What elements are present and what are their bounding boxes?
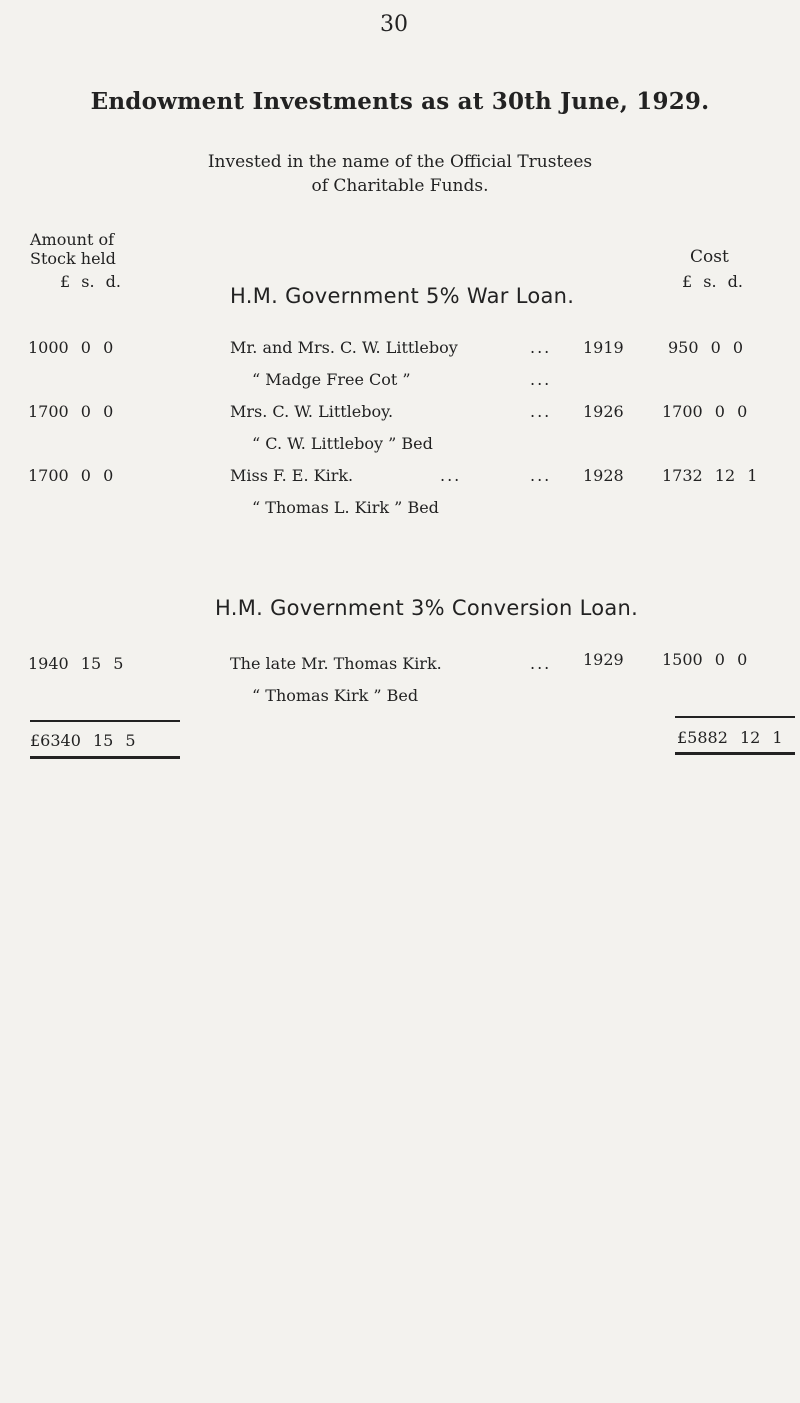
bed-name: “ C. W. Littleboy ” Bed [252,434,433,453]
leader-dots: ... [530,654,552,673]
total-rule-bottom-left [30,756,180,759]
subtitle-line-2: of Charitable Funds. [311,176,489,196]
cost-currency-header: £ s. d. [682,272,743,291]
year: 1929 [583,650,624,669]
investor-name: Mrs. C. W. Littleboy. [230,402,394,421]
leader-dots: ... [440,466,462,485]
leader-dots: ... [530,370,552,389]
bed-name: “ Thomas Kirk ” Bed [252,686,419,705]
stock-amount: 1700 0 0 [28,466,114,485]
page-number: 30 [380,12,408,37]
section-heading-war-loan: H.M. Government 5% War Loan. [230,284,575,308]
total-rule-top-left [30,720,180,722]
bed-name: “ Thomas L. Kirk ” Bed [252,498,439,517]
page-title: Endowment Investments as at 30th June, 1929. [90,88,710,115]
leader-dots: ... [530,402,552,421]
total-rule-bottom-right [675,752,795,755]
cost-amount: 1700 0 0 [662,402,748,421]
investor-name: The late Mr. Thomas Kirk. [230,654,442,673]
cost-amount: 950 0 0 [668,338,744,357]
year: 1919 [583,338,624,357]
amount-currency-header: £ s. d. [60,272,121,291]
subtitle-line-1: Invested in the name of the Official Trustees [207,152,593,172]
bed-name: “ Madge Free Cot ” [252,370,411,389]
amount-header-line-2: Stock held [30,249,116,268]
total-stock-amount: £6340 15 5 [30,731,136,750]
year: 1926 [583,402,624,421]
cost-amount: 1732 12 1 [662,466,758,485]
stock-amount: 1940 15 5 [28,654,124,673]
investor-name: Mr. and Mrs. C. W. Littleboy [230,338,458,357]
leader-dots: ... [530,338,552,357]
year: 1928 [583,466,624,485]
leader-dots: ... [530,466,552,485]
stock-amount: 1000 0 0 [28,338,114,357]
amount-header-line-1: Amount of [30,230,115,249]
stock-amount: 1700 0 0 [28,402,114,421]
investor-name: Miss F. E. Kirk. [230,466,354,485]
cost-header: Cost [690,247,729,267]
section-heading-conversion-loan: H.M. Government 3% Conversion Loan. [215,596,639,620]
total-cost-amount: £5882 12 1 [677,728,783,747]
cost-amount: 1500 0 0 [662,650,748,669]
total-rule-top-right [675,716,795,718]
